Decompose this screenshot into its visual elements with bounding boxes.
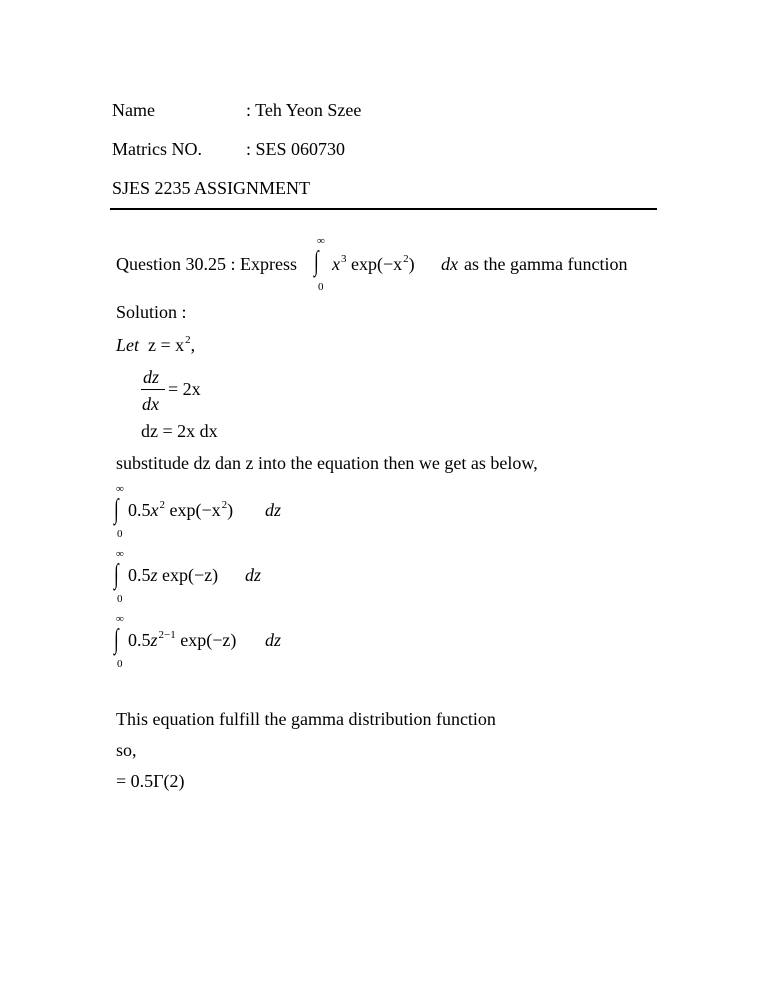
int2-upper: ∞ [116,548,124,560]
matrics-value: : SES 060730 [246,139,346,159]
let-line: Let $z = x^2$, [116,334,196,355]
header-divider [110,208,657,210]
conclusion-line1: This equation fulfill the gamma distribution function [116,709,496,729]
matrics-label: Matrics NO. [112,139,202,159]
question-upper-limit: ∞ [317,235,325,247]
int2-integrand: 0.5z exp(−z) [128,565,219,585]
int3-dz: dz [265,630,282,650]
int1-lower: 0 [117,528,123,540]
name-value: : Teh Yeon Szee [246,100,362,120]
question-dx: dx [441,254,458,274]
question-label: Question 30.25 : Express [116,254,297,274]
deriv-numerator: dz [143,367,160,387]
int1-upper: ∞ [116,483,124,495]
deriv-rhs: = 2x [168,379,201,399]
dz-equation: dz = 2x dx [141,421,218,441]
integral-sign: ∫ [314,246,319,277]
question-integrand: $x^3$ $\exp(-x^2)$ [332,253,415,274]
assignment-title: SJES 2235 ASSIGNMENT [112,178,311,198]
int3-integrand: $0.5z^{2-1}$ exp(−z) [128,629,237,650]
conclusion-result: = 0.5Γ(2) [116,771,185,791]
int3-upper: ∞ [116,613,124,625]
int1-integrand: $0.5x^2$ $\exp(-x^2)$ [128,499,234,520]
int1-dz: dz [265,500,282,520]
integral-sign: ∫ [114,494,119,525]
integral-sign: ∫ [114,559,119,590]
int2-lower: 0 [117,593,123,605]
deriv-denominator: dx [142,394,159,414]
solution-heading: Solution : [116,302,187,322]
substitute-text: substitude dz dan z into the equation then we get as below, [116,453,538,473]
fraction-bar [141,389,165,390]
name-label: Name [112,100,155,120]
question-lower-limit: 0 [318,281,324,293]
integral-sign: ∫ [114,624,119,655]
int3-lower: 0 [117,658,123,670]
int2-dz: dz [245,565,262,585]
conclusion-line2: so, [116,740,137,760]
question-tail: as the gamma function [464,254,628,274]
